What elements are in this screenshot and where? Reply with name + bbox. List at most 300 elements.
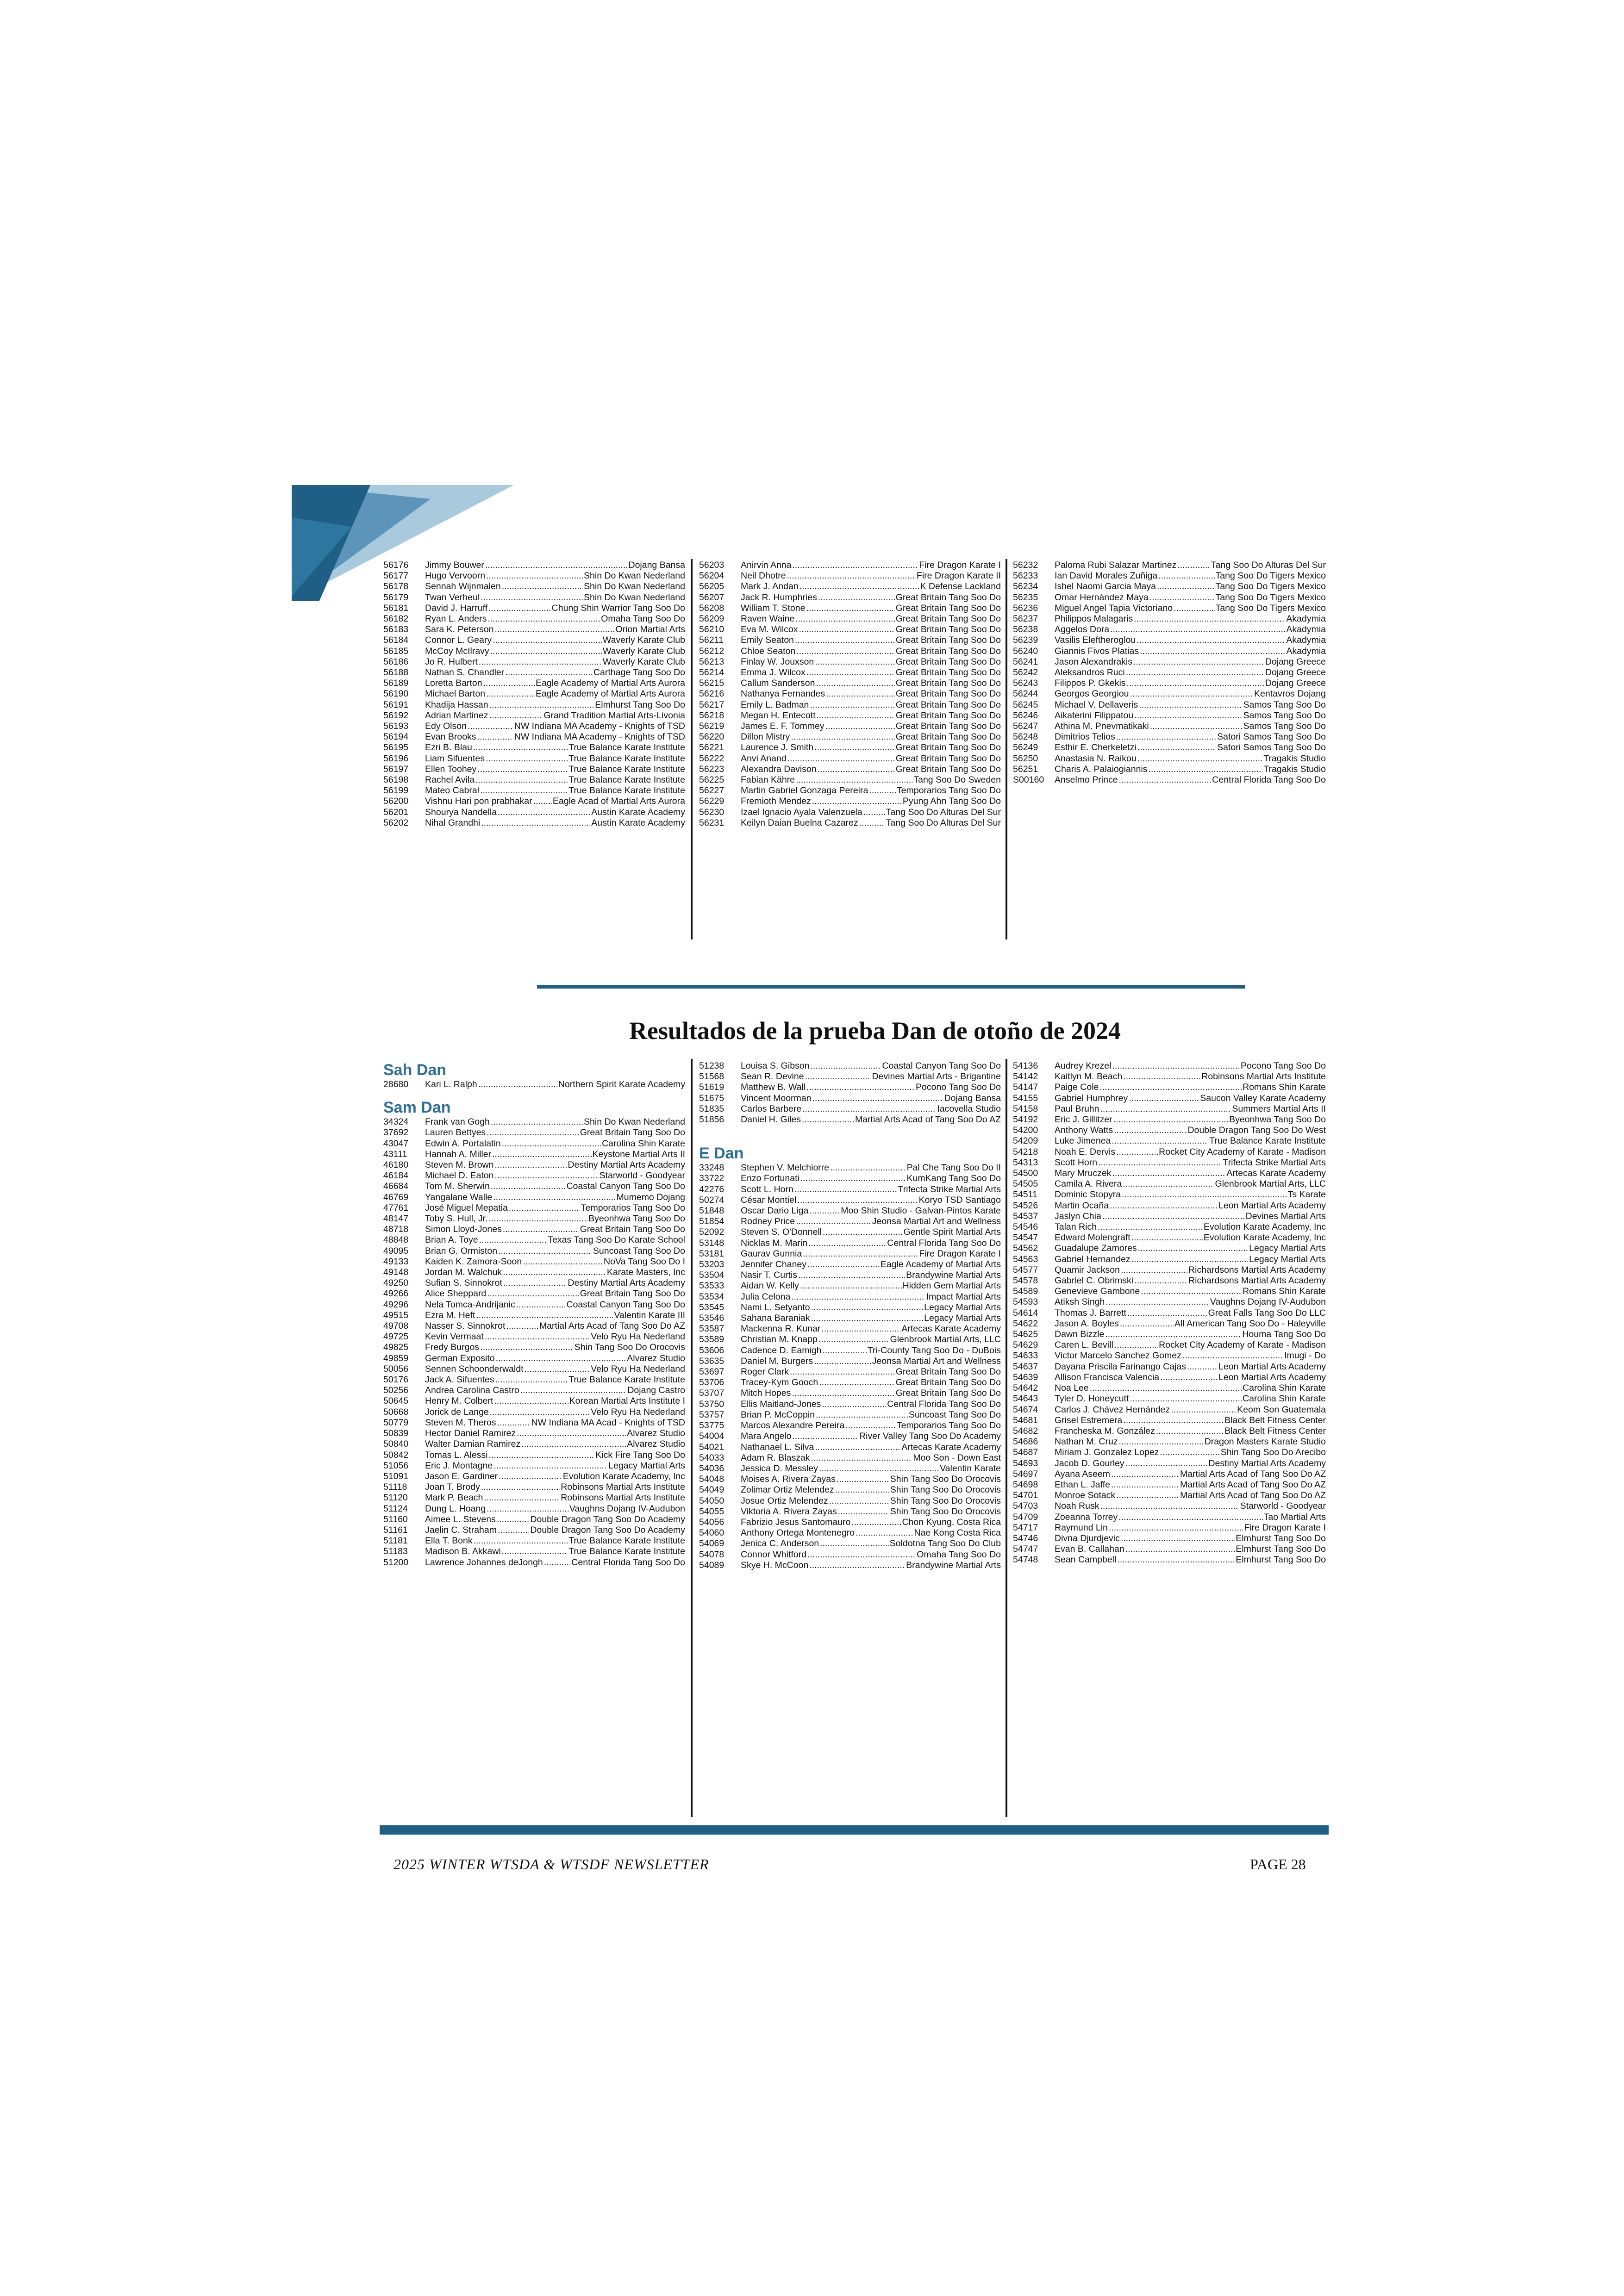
member-id: 53589: [699, 1334, 725, 1345]
member-name: Fabrizio Jesus Santomauro: [741, 1517, 851, 1527]
column-divider: [691, 1059, 693, 1817]
result-row: [383, 1192, 685, 1203]
school-name: True Balance Karate Institute: [568, 753, 685, 764]
result-row: [699, 624, 1001, 635]
dot-leader: [490, 646, 602, 657]
member-id: 49266: [383, 1288, 409, 1299]
member-name: Paloma Rubi Salazar Martinez: [1055, 560, 1177, 570]
result-row: [699, 764, 1001, 775]
member-name: Ellis Maitland-Jones: [741, 1399, 821, 1409]
member-id: 54200: [1013, 1125, 1038, 1136]
school-name: Tao Martial Arts: [1263, 1512, 1326, 1522]
result-row: [1013, 1222, 1326, 1232]
member-id: 56251: [1013, 764, 1038, 774]
member-name: Emily Seaton: [741, 635, 794, 646]
member-id: 54069: [699, 1538, 725, 1549]
member-name: Camila A. Rivera: [1055, 1179, 1122, 1189]
dot-leader: [1112, 1061, 1240, 1071]
result-row: [699, 700, 1001, 710]
dot-leader: [1106, 1297, 1209, 1307]
result-row: [383, 1117, 685, 1127]
dot-leader: [480, 785, 568, 796]
result-row: [699, 1104, 1001, 1114]
result-row: [1013, 753, 1326, 764]
dot-leader: [1130, 1394, 1242, 1404]
member-name: Martin Ocaña: [1055, 1200, 1109, 1211]
result-row: [383, 667, 685, 678]
dot-leader: [825, 721, 895, 732]
result-row: [1013, 1168, 1326, 1179]
member-name: Nasir T. Curtis: [741, 1270, 798, 1281]
dot-leader: [1127, 1308, 1207, 1319]
dot-leader: [1171, 1405, 1236, 1415]
school-name: Great Britain Tang Soo Do: [895, 1377, 1001, 1388]
result-row: [1013, 678, 1326, 689]
school-name: Great Britain Tang Soo Do: [895, 742, 1001, 753]
school-name: Tang Soo Do Tigers Mexico: [1215, 571, 1326, 581]
result-row: [699, 1334, 1001, 1345]
member-id: 56223: [699, 764, 725, 774]
member-name: Finlay W. Jouxson: [741, 656, 814, 667]
dot-leader: [818, 1334, 889, 1345]
result-row: [699, 1485, 1001, 1495]
school-name: True Balance Karate Institute: [568, 1375, 685, 1385]
member-name: Mary Mruczek: [1055, 1168, 1112, 1179]
member-id: 56201: [383, 807, 409, 817]
result-row: [1013, 710, 1326, 721]
result-row: [383, 1257, 685, 1267]
result-row: [1013, 646, 1326, 657]
member-id: 54637: [1013, 1361, 1038, 1372]
dot-leader: [1149, 592, 1215, 603]
member-name: Tyler D. Honeycutt: [1055, 1394, 1129, 1404]
member-id: 49296: [383, 1299, 409, 1310]
dot-leader: [495, 624, 615, 635]
member-id: 54547: [1013, 1232, 1038, 1243]
member-id: S00160: [1013, 775, 1044, 785]
member-id: 49148: [383, 1267, 409, 1278]
member-name: German Exposito: [425, 1353, 495, 1363]
dot-leader: [478, 1079, 557, 1090]
member-name: Carlos J. Chávez Hernández: [1055, 1404, 1170, 1415]
member-id: 56246: [1013, 710, 1038, 721]
school-name: Tragakis Studio: [1263, 764, 1326, 774]
member-name: Rachel Avila: [425, 775, 475, 785]
school-name: Evolution Karate Academy, Inc: [1203, 1232, 1326, 1243]
school-name: Double Dragon Tang Soo Do West: [1187, 1125, 1326, 1136]
member-name: Brian G. Ormiston: [425, 1245, 498, 1256]
member-id: 56193: [383, 721, 409, 732]
member-name: Noah Rusk: [1055, 1501, 1099, 1512]
result-row: [699, 1227, 1001, 1238]
member-name: Hector Daniel Ramirez: [425, 1428, 516, 1439]
member-name: McCoy McIlravy: [425, 646, 489, 656]
member-name: Laurence J. Smith: [741, 742, 814, 753]
result-row: [1013, 1071, 1326, 1082]
member-name: José Miguel Mepatia: [425, 1202, 508, 1213]
school-name: Chon Kyung, Costa Rica: [902, 1517, 1001, 1527]
result-row: [1013, 1512, 1326, 1523]
member-id: 46180: [383, 1160, 409, 1170]
member-id: 54747: [1013, 1544, 1038, 1555]
dot-leader: [800, 1173, 906, 1184]
result-row: [699, 1071, 1001, 1082]
result-row: [383, 1396, 685, 1406]
result-row: [699, 581, 1001, 592]
school-name: Great Britain Tang Soo Do: [895, 667, 1001, 678]
result-row: [383, 1181, 685, 1192]
member-id: 56218: [699, 710, 725, 721]
member-id: 51160: [383, 1514, 408, 1524]
member-name: Josue Ortiz Melendez: [741, 1495, 828, 1506]
member-id: 54674: [1013, 1404, 1038, 1415]
member-id: 56209: [699, 614, 725, 624]
school-name: Eagle Academy of Martial Arts Aurora: [536, 689, 685, 699]
result-row: [383, 1546, 685, 1557]
dot-leader: [489, 700, 594, 710]
member-id: 56241: [1013, 656, 1038, 667]
result-row: [699, 1431, 1001, 1442]
member-name: Jo R. Hulbert: [425, 656, 478, 667]
result-row: [699, 1549, 1001, 1560]
school-name: Leon Martial Arts Academy: [1218, 1372, 1326, 1382]
school-name: Waverly Karate Club: [602, 635, 685, 646]
dot-leader: [826, 689, 895, 699]
result-row: [699, 1560, 1001, 1571]
school-name: Nae Kong Costa Rica: [914, 1528, 1001, 1538]
member-id: 56214: [699, 667, 725, 678]
school-name: Vaughns Dojang IV-Audubon: [1210, 1297, 1326, 1307]
school-name: Carolina Shin Karate: [1243, 1383, 1326, 1394]
result-row: [699, 1474, 1001, 1485]
school-name: Martial Arts Acad of Tang Soo Do AZ: [1180, 1490, 1326, 1501]
dot-leader: [523, 1257, 603, 1267]
result-row: [699, 614, 1001, 624]
member-id: 54060: [699, 1528, 725, 1538]
member-id: 56208: [699, 603, 725, 613]
school-name: Keom Son Guatemala: [1237, 1404, 1326, 1415]
member-name: Dillon Mistry: [741, 732, 790, 742]
member-name: Paige Cole: [1055, 1082, 1099, 1093]
dot-leader: [794, 1184, 897, 1195]
dot-leader: [802, 1114, 854, 1125]
member-id: 50840: [383, 1439, 409, 1450]
result-row: [699, 1313, 1001, 1324]
result-row: [699, 1281, 1001, 1291]
school-name: Richardsons Martial Arts Academy: [1188, 1276, 1326, 1286]
result-row: [1013, 667, 1326, 678]
e-dan-list-continued: [1013, 1061, 1326, 1566]
result-row: [383, 1504, 685, 1514]
member-name: Ezra M. Heft: [425, 1310, 475, 1320]
member-name: Steven M. Brown: [425, 1160, 494, 1170]
member-name: Michael Barton: [425, 689, 486, 699]
dot-leader: [484, 1493, 560, 1503]
member-id: 33248: [699, 1163, 725, 1173]
school-name: K Defense Lackland: [920, 581, 1001, 592]
result-row: [699, 1270, 1001, 1281]
dot-leader: [489, 710, 543, 721]
result-row: [1013, 1372, 1326, 1383]
member-id: 42276: [699, 1184, 725, 1195]
dot-leader: [816, 678, 894, 689]
dot-leader: [796, 1216, 871, 1227]
dot-leader: [495, 1170, 599, 1181]
member-id: 56179: [383, 592, 409, 603]
bottom-results-column-1: [383, 1061, 685, 1568]
member-name: Aimee L. Stevens: [425, 1514, 496, 1524]
school-name: Glenbrook Martial Arts, LLC: [1215, 1179, 1326, 1189]
result-row: [1013, 1061, 1326, 1071]
member-name: Raven Waine: [741, 614, 795, 624]
member-id: 54049: [699, 1485, 725, 1495]
member-name: Aggelos Dora: [1055, 624, 1110, 635]
dot-leader: [503, 1267, 606, 1278]
result-row: [699, 1259, 1001, 1270]
dot-leader: [816, 1410, 908, 1420]
school-name: Suncoast Tang Soo Do: [593, 1245, 685, 1256]
dot-leader: [802, 1104, 936, 1114]
member-name: Connor L. Geary: [425, 635, 492, 646]
result-row: [699, 1082, 1001, 1093]
school-name: Houma Tang Soo Do: [1242, 1329, 1326, 1340]
school-name: Carthage Tang Soo Do: [593, 667, 685, 678]
school-name: True Balance Karate Institute: [568, 1536, 685, 1546]
member-name: Adrian Martinez: [425, 710, 488, 721]
member-id: 56230: [699, 807, 725, 817]
member-name: Loretta Barton: [425, 678, 482, 689]
dot-leader: [498, 807, 590, 818]
bottom-results-column-2: [699, 1061, 1001, 1571]
school-name: True Balance Karate Institute: [568, 785, 685, 796]
school-name: Tang Soo Do Tigers Mexico: [1215, 592, 1326, 603]
school-name: Samos Tang Soo Do: [1243, 699, 1326, 710]
member-id: 48718: [383, 1224, 409, 1235]
member-id: 52092: [699, 1227, 725, 1238]
result-row: [383, 700, 685, 710]
member-name: Hugo Vervoorn: [425, 571, 486, 581]
result-row: [383, 796, 685, 807]
result-row: [699, 742, 1001, 753]
member-id: 37692: [383, 1127, 409, 1138]
member-id: 54136: [1013, 1061, 1038, 1071]
dot-leader: [497, 1418, 531, 1428]
member-id: 56192: [383, 710, 409, 721]
dot-leader: [793, 560, 918, 571]
member-name: Anirvin Anna: [741, 560, 792, 570]
school-name: Karate Masters, Inc: [606, 1267, 685, 1278]
dot-leader: [810, 700, 894, 710]
dot-leader: [1160, 1372, 1218, 1383]
dot-leader: [809, 1560, 905, 1571]
school-name: Double Dragon Tang Soo Do Academy: [530, 1514, 685, 1524]
school-name: Shin Tang Soo Do Orocovis: [890, 1474, 1001, 1485]
school-name: Legacy Martial Arts: [924, 1302, 1001, 1313]
result-row: [383, 1471, 685, 1482]
member-id: 51181: [383, 1536, 408, 1546]
school-name: NW Indiana MA Academy - Knights of TSD: [514, 721, 685, 732]
school-name: Romans Shin Karate: [1243, 1286, 1326, 1297]
dot-leader: [1126, 667, 1264, 678]
dot-leader: [811, 1302, 924, 1313]
result-row: [699, 1292, 1001, 1302]
school-name: Martial Arts Acad of Tang Soo Do AZ: [1180, 1468, 1326, 1479]
member-name: Rodney Price: [741, 1216, 795, 1227]
school-name: Korean Martial Arts Institute I: [569, 1396, 685, 1406]
member-id: 48848: [383, 1235, 409, 1245]
dot-leader: [800, 1281, 902, 1291]
dot-leader: [1127, 678, 1264, 689]
school-name: Orion Martial Arts: [615, 624, 685, 635]
result-row: [1013, 1265, 1326, 1276]
school-name: Robinsons Martial Arts Institute: [1201, 1071, 1326, 1082]
member-id: 54639: [1013, 1372, 1038, 1382]
member-name: Tomas L. Alessi: [425, 1450, 488, 1460]
member-name: Twan Verheul: [425, 592, 480, 603]
school-name: Tragakis Studio: [1263, 753, 1326, 764]
result-row: [383, 775, 685, 785]
dot-leader: [1114, 1125, 1187, 1136]
school-name: Robinsons Martial Arts Institute: [561, 1493, 685, 1503]
dot-leader: [521, 1439, 626, 1450]
member-id: 53504: [699, 1270, 725, 1281]
member-name: Jason E. Gardiner: [425, 1471, 498, 1481]
member-id: 56249: [1013, 742, 1038, 753]
school-name: Destiny Martial Arts Academy: [1208, 1458, 1326, 1468]
member-name: Oscar Dario Liga: [741, 1206, 809, 1216]
result-row: [699, 1324, 1001, 1334]
school-name: Martial Arts Acad of Tang Soo Do AZ: [855, 1114, 1001, 1125]
result-row: [699, 657, 1001, 667]
result-row: [699, 753, 1001, 764]
member-id: 54218: [1013, 1146, 1038, 1157]
school-name: True Balance Karate Institute: [1209, 1136, 1326, 1146]
result-row: [1013, 1179, 1326, 1189]
school-name: Temporarios Tang Soo Do: [896, 785, 1001, 796]
dot-leader: [520, 1385, 627, 1396]
member-name: Mackenna R. Kunar: [741, 1324, 821, 1334]
result-row: [383, 1149, 685, 1160]
member-id: 54526: [1013, 1200, 1038, 1211]
dot-leader: [1098, 1222, 1203, 1232]
dot-leader: [1134, 710, 1242, 721]
school-name: Shin Tang Soo Do Arecibo: [1220, 1447, 1326, 1458]
member-name: Chloe Seaton: [741, 646, 796, 656]
member-name: Joan T. Brody: [425, 1482, 480, 1493]
member-id: 54682: [1013, 1425, 1038, 1436]
dot-leader: [807, 1259, 880, 1270]
school-name: Central Florida Tang Soo Do: [887, 1238, 1001, 1248]
member-id: 46769: [383, 1192, 409, 1202]
result-row: [699, 1367, 1001, 1377]
school-name: Valentin Karate III: [614, 1310, 685, 1320]
top-results-column-1: [383, 560, 685, 828]
school-name: Tri-County Tang Soo Do - DuBois: [867, 1345, 1001, 1356]
member-name: Louisa S. Gibson: [741, 1061, 810, 1071]
member-id: 49708: [383, 1321, 409, 1332]
school-name: Legacy Martial Arts: [1249, 1254, 1326, 1264]
member-name: Gabriel C. Obrimski: [1055, 1276, 1134, 1286]
member-id: 50779: [383, 1417, 409, 1428]
dot-leader: [488, 1450, 594, 1461]
member-name: Anselmo Prince: [1055, 775, 1118, 785]
dot-leader: [481, 818, 590, 828]
school-name: Pyung Ahn Tang Soo Do: [902, 796, 1001, 807]
member-id: 54158: [1013, 1103, 1038, 1114]
result-row: [699, 571, 1001, 581]
school-name: Alvarez Studio: [627, 1428, 685, 1439]
result-row: [699, 1410, 1001, 1420]
member-id: 53533: [699, 1281, 725, 1291]
result-row: [383, 1557, 685, 1568]
newsletter-footer: 2025 WINTER WTSDA & WTSDF NEWSLETTER: [394, 1856, 709, 1873]
result-row: [1013, 1415, 1326, 1426]
member-id: 34324: [383, 1117, 409, 1127]
school-name: Jeonsa Martial Art and Wellness: [872, 1356, 1001, 1366]
school-name: Pocono Tang Soo Do: [916, 1082, 1001, 1093]
member-name: Philippos Malagaris: [1055, 614, 1133, 624]
result-row: [699, 1184, 1001, 1195]
e-dan-heading: E Dan: [699, 1145, 744, 1163]
dot-leader: [494, 1160, 567, 1170]
school-name: Great Britain Tang Soo Do: [895, 689, 1001, 699]
school-name: Trifecta Strike Martial Arts: [1223, 1157, 1326, 1168]
member-name: Matthew B. Wall: [741, 1082, 806, 1093]
school-name: River Valley Tang Soo Do Academy: [859, 1431, 1001, 1442]
school-name: Devines Martial Arts - Brigantine: [872, 1071, 1001, 1082]
member-name: Lawrence Johannes deJongh: [425, 1557, 543, 1568]
member-name: Dawn Bizzle: [1055, 1329, 1105, 1340]
member-name: Vasilis Eleftheroglou: [1055, 635, 1136, 646]
member-name: Noah E. Dervis: [1055, 1146, 1116, 1157]
member-name: Tom M. Sherwin: [425, 1181, 490, 1192]
member-name: William T. Stone: [741, 603, 806, 613]
member-name: Miguel Angel Tapia Victoriano: [1055, 603, 1173, 613]
dot-leader: [1125, 1458, 1208, 1469]
dot-leader: [819, 1463, 939, 1474]
member-name: Thomas J. Barrett: [1055, 1307, 1126, 1318]
member-id: 46684: [383, 1181, 409, 1192]
member-id: 56229: [699, 796, 725, 807]
dot-leader: [493, 1461, 607, 1471]
dot-leader: [1114, 1340, 1158, 1350]
dot-leader: [822, 1399, 886, 1410]
member-id: 53707: [699, 1388, 725, 1399]
dot-leader: [815, 1442, 900, 1453]
school-name: NW Indiana MA Acad - Knights of TSD: [531, 1417, 685, 1428]
result-row: [383, 1482, 685, 1493]
result-row: [383, 1300, 685, 1310]
member-name: Dominic Stopyra: [1055, 1189, 1121, 1200]
school-name: Fire Dragon Karate I: [919, 560, 1001, 570]
school-name: Akadymia: [1286, 624, 1326, 635]
school-name: Great Britain Tang Soo Do: [895, 592, 1001, 603]
result-row: [383, 560, 685, 571]
member-name: Brian A. Toye: [425, 1235, 478, 1245]
member-name: Christian M. Knapp: [741, 1334, 818, 1345]
member-id: 56203: [699, 560, 725, 570]
dot-leader: [829, 1496, 889, 1506]
member-id: 51675: [699, 1093, 725, 1103]
dot-leader: [807, 1549, 916, 1560]
school-name: Great Britain Tang Soo Do: [895, 603, 1001, 613]
school-name: Great Britain Tang Soo Do: [895, 624, 1001, 635]
member-name: Daniel H. Giles: [741, 1114, 801, 1125]
member-name: Dung L. Hoang: [425, 1503, 486, 1514]
dot-leader: [797, 1195, 918, 1206]
school-name: Great Falls Tang Soo Do LLC: [1208, 1307, 1326, 1318]
member-id: 56222: [699, 753, 725, 764]
